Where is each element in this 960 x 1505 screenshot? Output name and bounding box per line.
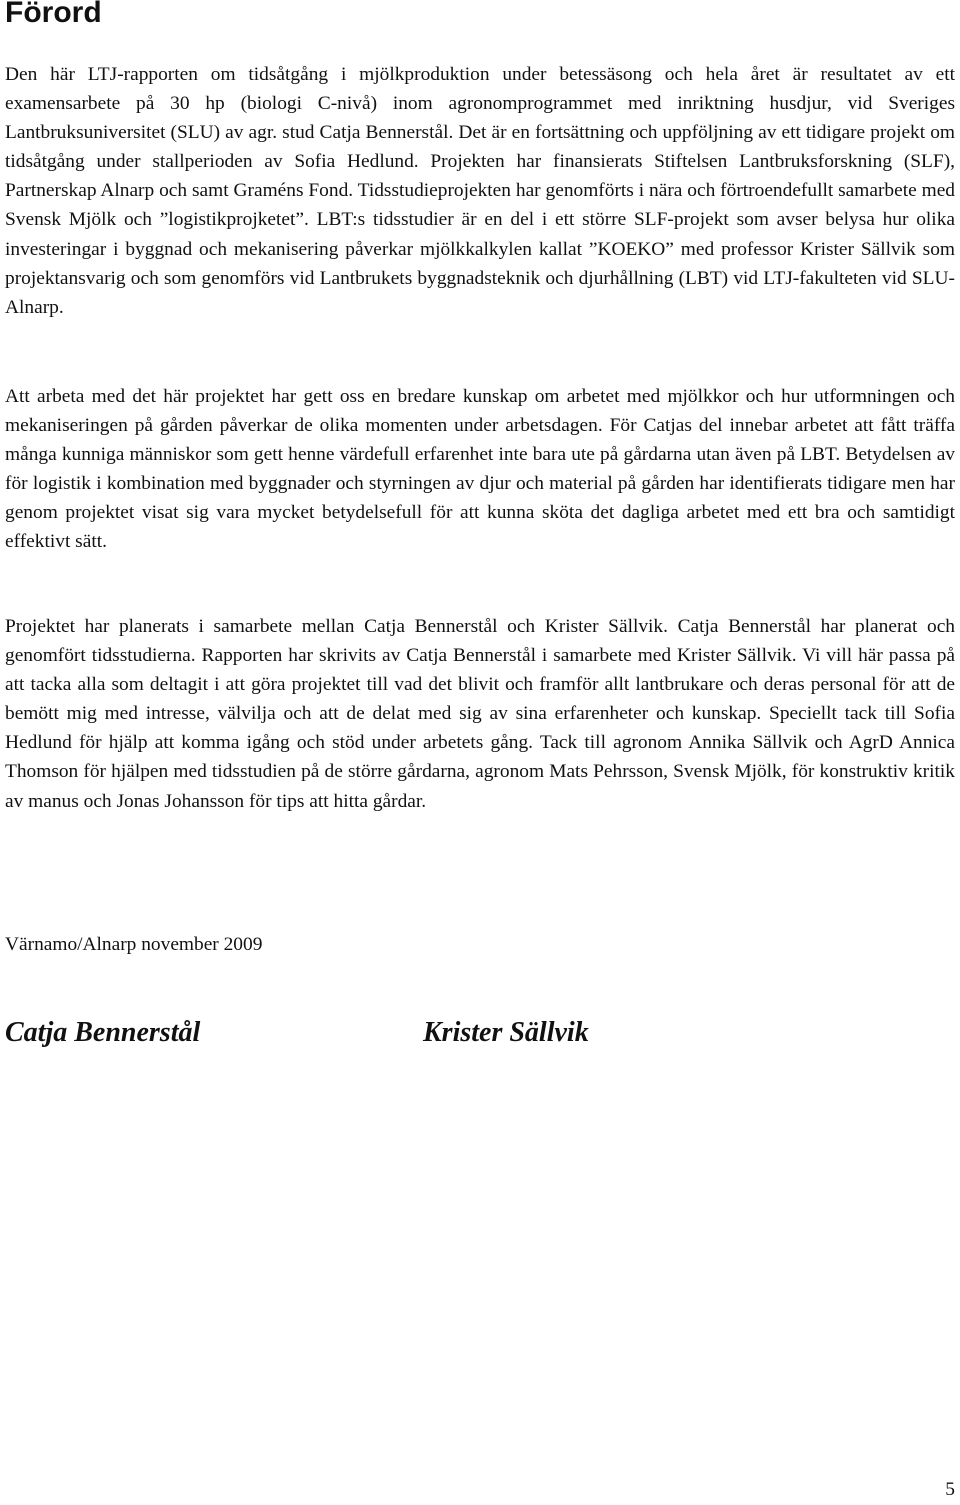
paragraph-experience: Att arbeta med det här projektet har gett oss en bredare kunskap om arbetet med mjölkkor och hur utformningen och mekaniseringen på gården påverkar de olika momenten under arbetsdagen. För Catjas del innebar arbetet att fått träffa många kunniga människor som gett henne värdefull erfarenhet inte bara ute på gårdarna utan även på LBT. Betydelsen av för logistik i kombination med byggnader och styrningen av djur och material på gården har identifierats tidigare men har genom projektet visat sig vara mycket betydelsefull för att kunna sköta det dagliga arbetet med ett bra och samtidigt effektivt sätt.: [5, 386, 955, 553]
page-number: 5: [945, 1479, 955, 1500]
paragraph-acknowledgements: Projektet har planerats i samarbete mellan Catja Bennerstål och Krister Sällvik. Catja Bennerstål har planerat och genomfört tidsstudierna. Rapporten har skrivits av Catja Bennerstål i samarbete med Krister Sällvik. Vi vill här passa på att tacka alla som deltagit i att göra projektet till vad det blivit och framför allt lantbrukare och deras personal för att de bemött mig med intresse, välvilja och att de delat med sig av sina erfarenheter och kunskap. Speciellt tack till Sofia Hedlund för hjälp att komma igång och stöd under arbetets gång. Tack till agronom Annika Sällvik och AgrD Annica Thomson för hjälpen med tidsstudien på de större gårdarna, agronom Mats Pehrsson, Svensk Mjölk, för konstruktiv kritik av manus och Jonas Johansson för tips att hitta gårdar.: [5, 616, 955, 812]
signature-author-2: Krister Sällvik: [423, 1017, 589, 1048]
paragraph-intro: Den här LTJ-rapporten om tidsåtgång i mjölkproduktion under betessäsong och hela året är resultatet av ett examensarbete på 30 hp (biologi C-nivå) inom agronomprogrammet med inriktning husdjur, vid Sveriges Lantbruksuniversitet (SLU) av agr. stud Catja Bennerstål. Det är en fortsättning och uppföljning av ett tidigare projekt om tidsåtgång under stallperioden av Sofia Hedlund. Projekten har finansierats Stiftelsen Lantbruksforskning (SLF), Partnerskap Alnarp och samt Graméns Fond. Tidsstudieprojekten har genomförts i nära och förtroendefullt samarbete med Svensk Mjölk och ”logistikprojketet”. LBT:s tidsstudier är en del i ett större SLF-projekt som avser belysa hur olika investeringar i byggnad och mekanisering påverkar mjölkkalkylen kallat ”KOEKO” med professor Krister Sällvik som projektansvarig och som genomförs vid Lantbrukets byggnadsteknik och djurhållning (LBT) vid LTJ-fakulteten vid SLU-Alnarp.: [5, 64, 955, 318]
page-title: Förord: [5, 0, 102, 29]
place-date: Värnamo/Alnarp november 2009: [5, 934, 263, 955]
signature-author-1: Catja Bennerstål: [5, 1017, 201, 1048]
